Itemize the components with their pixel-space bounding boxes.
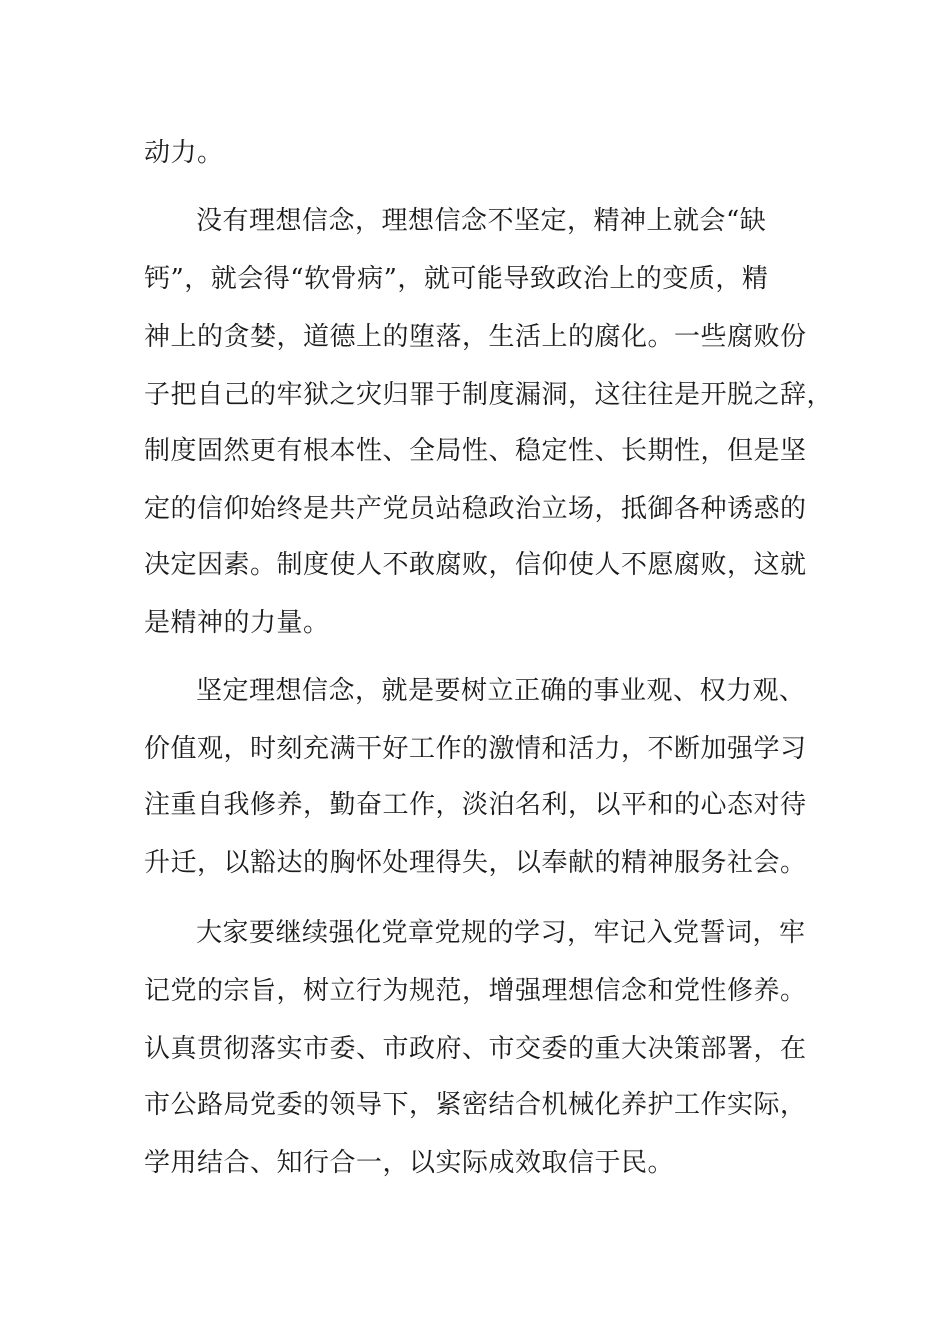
text-line: 神上的贪婪，道德上的堕落，生活上的腐化。一些腐败份 (144, 322, 807, 352)
text-line: 动力。 (144, 138, 224, 168)
text-line: 定的信仰始终是共产党员站稳政治立场，抵御各种诱惑的 (144, 494, 807, 524)
text-line: 没有理想信念，理想信念不坚定，精神上就会“缺 (196, 206, 767, 236)
text-line: 记党的宗旨，树立行为规范，增强理想信念和党性修养。 (144, 976, 807, 1006)
text-line: 子把自己的牢狱之灾归罪于制度漏洞，这往往是开脱之辞， (144, 380, 834, 410)
text-line: 认真贯彻落实市委、市政府、市交委的重大决策部署，在 (144, 1034, 807, 1064)
text-line: 是精神的力量。 (144, 608, 330, 638)
text-line: 价值观，时刻充满干好工作的激情和活力，不断加强学习 (144, 734, 807, 764)
text-line: 学用结合、知行合一，以实际成效取信于民。 (144, 1148, 675, 1178)
text-line: 坚定理想信念，就是要树立正确的事业观、权力观、 (196, 676, 806, 706)
text-line: 钙”，就会得“软骨病”，就可能导致政治上的变质，精 (144, 264, 769, 294)
text-line: 制度固然更有根本性、全局性、稳定性、长期性，但是坚 (144, 436, 807, 466)
text-line: 市公路局党委的领导下，紧密结合机械化养护工作实际， (144, 1090, 807, 1120)
text-line: 决定因素。制度使人不敢腐败，信仰使人不愿腐败，这就 (144, 550, 807, 580)
text-line: 大家要继续强化党章党规的学习，牢记入党誓词，牢 (196, 918, 806, 948)
text-line: 注重自我修养，勤奋工作，淡泊名利，以平和的心态对待 (144, 790, 807, 820)
text-line: 升迁，以豁达的胸怀处理得失，以奉献的精神服务社会。 (144, 848, 807, 878)
